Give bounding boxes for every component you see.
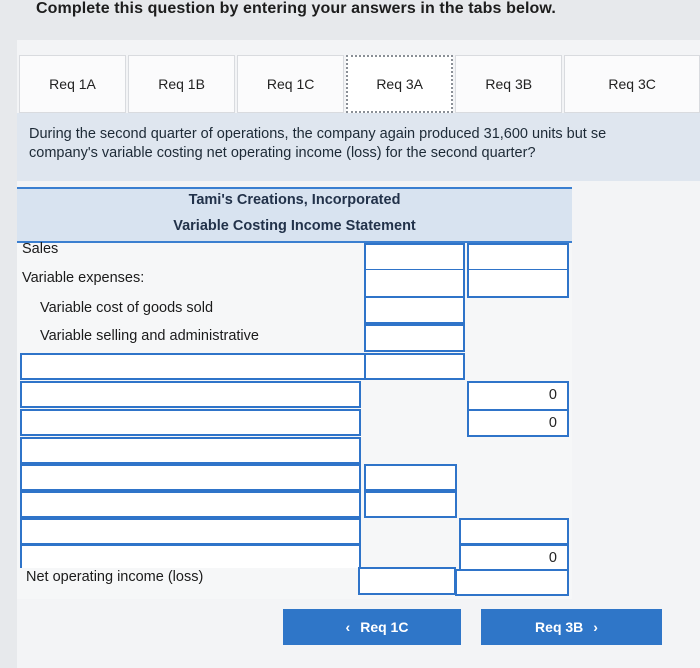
net-income-amount-input[interactable] xyxy=(358,567,456,595)
chevron-left-icon: ‹ xyxy=(345,619,351,635)
sales-total-input[interactable] xyxy=(467,243,569,271)
contribution-value: 0 xyxy=(467,409,569,437)
vsa-label: Variable selling and administrative xyxy=(40,328,259,344)
question-line-1: During the second quarter of operations, the company again produced 31,600 units but se xyxy=(29,126,607,142)
total-fixed-label-input[interactable] xyxy=(20,518,361,545)
net-income-label: Net operating income (loss) xyxy=(26,569,204,585)
tab-req-3c[interactable]: Req 3C xyxy=(564,55,700,113)
next-req-button[interactable] xyxy=(481,609,662,645)
sales-amount-input[interactable] xyxy=(364,243,465,271)
fixed-1-amount-input[interactable] xyxy=(364,464,457,491)
sales-label: Sales xyxy=(22,241,59,257)
fixed-1-label-input[interactable] xyxy=(20,464,361,491)
variable-expenses-label: Variable expenses: xyxy=(22,270,145,286)
prev-req-button[interactable] xyxy=(283,609,461,645)
statement-header xyxy=(17,187,572,243)
fixed-2-amount-input[interactable] xyxy=(364,491,457,518)
tab-req-3a[interactable]: Req 3A xyxy=(346,55,453,113)
row5-amount-input[interactable] xyxy=(364,353,465,380)
tab-bar xyxy=(19,55,700,113)
row5-label-input[interactable] xyxy=(20,353,366,380)
total-variable-value: 0 xyxy=(467,381,569,411)
vcogs-input[interactable] xyxy=(364,296,465,324)
contribution-label-input[interactable] xyxy=(20,409,361,436)
total-fixed-amount-input[interactable] xyxy=(459,518,569,545)
row12-label-input[interactable] xyxy=(20,544,361,568)
tab-req-3b[interactable]: Req 3B xyxy=(455,55,562,113)
prev-req-label: Req 1C xyxy=(360,619,409,635)
statement-title: Variable Costing Income Statement xyxy=(173,218,416,234)
chevron-right-icon: › xyxy=(593,619,598,635)
question-line-2: company's variable costing net operating income (loss) for the second quarter? xyxy=(29,145,536,161)
tab-req-1b[interactable]: Req 1B xyxy=(128,55,235,113)
varexp-total-input[interactable] xyxy=(467,270,569,298)
vcogs-label: Variable cost of goods sold xyxy=(40,300,214,316)
total-variable-label-input[interactable] xyxy=(20,381,361,408)
net-income-total-input[interactable] xyxy=(455,569,569,596)
vsa-input[interactable] xyxy=(364,324,465,352)
tab-req-1c[interactable]: Req 1C xyxy=(237,55,344,113)
tab-req-1a[interactable]: Req 1A xyxy=(19,55,126,113)
next-req-label: Req 3B xyxy=(535,619,584,635)
question-text xyxy=(29,125,700,163)
company-name: Tami's Creations, Incorporated xyxy=(188,192,401,208)
varexp-amount-input[interactable] xyxy=(364,270,465,298)
fixed-2-label-input[interactable] xyxy=(20,491,361,518)
fixed-expenses-label-input[interactable] xyxy=(20,437,361,464)
net-income-calc-value: 0 xyxy=(459,544,569,571)
instructions-heading: Complete this question by entering your answers in the tabs below. xyxy=(36,0,556,17)
